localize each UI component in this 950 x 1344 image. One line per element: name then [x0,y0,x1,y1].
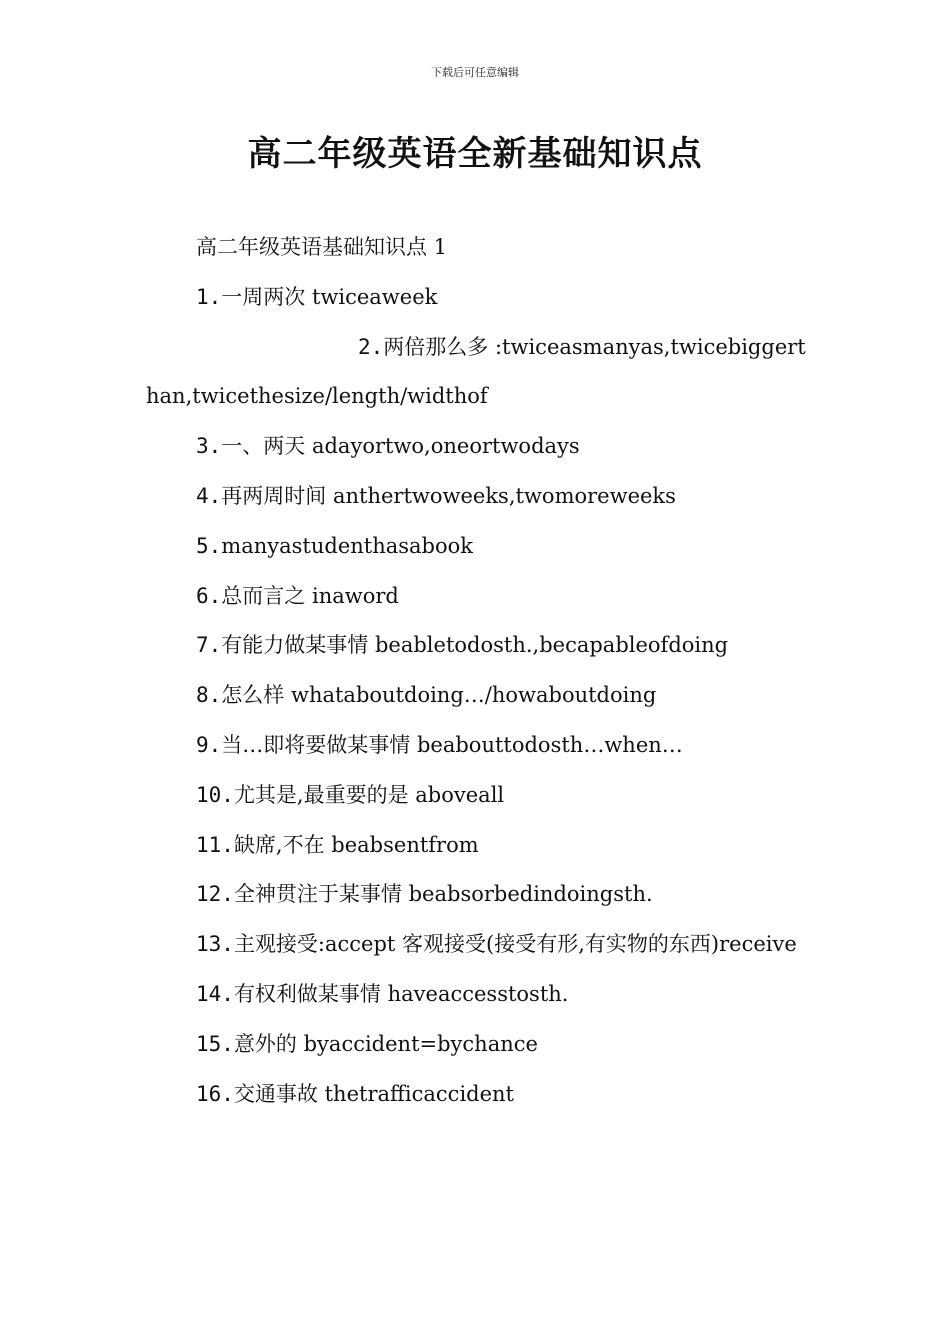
list-item [146,273,806,323]
document-body [146,223,806,1119]
item-number: 11. [196,832,234,857]
item-text: 再两周时间 anthertwoweeks,twomoreweeks [221,483,676,508]
list-item [146,422,806,472]
item-number: 3. [196,434,222,459]
list-item [146,522,806,572]
item-number: 5. [196,533,222,558]
item-text: 尤其是,最重要的是 aboveall [233,782,505,807]
list-item [146,472,806,522]
list-item [146,671,806,721]
item-number: 6. [196,583,222,608]
item-number: 9. [196,732,222,757]
list-item [146,821,806,871]
item-text: 意外的 byaccident=bychance [233,1031,538,1056]
item-text: 主观接受:accept 客观接受(接受有形,有实物的东西)receive [233,932,797,957]
list-item [146,920,806,970]
item-number: 2. [358,334,384,359]
item-number: 16. [196,1081,234,1106]
section-heading: 高二年级英语基础知识点 1 [196,235,448,259]
list-item [146,970,806,1020]
item-text: 一周两次 twiceaweek [221,284,438,309]
list-item [146,572,806,622]
list-item [146,870,806,920]
item-number: 7. [196,633,222,658]
item-text: 有权利做某事情 haveaccesstosth. [233,981,569,1006]
item-text: 一、两天 adayortwo,oneortwodays [221,434,580,459]
item-text: 当…即将要做某事情 beabouttodosth…when… [221,732,683,757]
item-text: 两倍那么多 :twiceasmanyas,twicebiggerthan,twicethesize/length/widthof [146,334,806,409]
header-note: 下载后可任意编辑 [431,66,519,79]
item-number: 4. [196,483,222,508]
item-text: 怎么样 whataboutdoing…/howaboutdoing [221,683,657,708]
document-title: 高二年级英语全新基础知识点 [247,134,703,174]
item-text: 交通事故 thetrafficaccident [233,1081,514,1106]
item-number: 10. [196,782,234,807]
item-number: 13. [196,932,234,957]
item-number: 12. [196,882,234,907]
item-text: manyastudenthasabook [221,533,474,558]
list-item [146,771,806,821]
item-number: 14. [196,981,234,1006]
item-number: 8. [196,683,222,708]
item-number: 15. [196,1031,234,1056]
list-item [146,323,806,423]
list-item [146,621,806,671]
list-item [146,1020,806,1070]
item-text: 全神贯注于某事情 beabsorbedindoingsth. [233,882,653,907]
item-text: 缺席,不在 beabsentfrom [233,832,479,857]
item-number: 1. [196,284,222,309]
item-text: 有能力做某事情 beabletodosth.,becapableofdoing [221,633,729,658]
list-item [146,721,806,771]
list-item [146,1070,806,1120]
item-text: 总而言之 inaword [221,583,399,608]
